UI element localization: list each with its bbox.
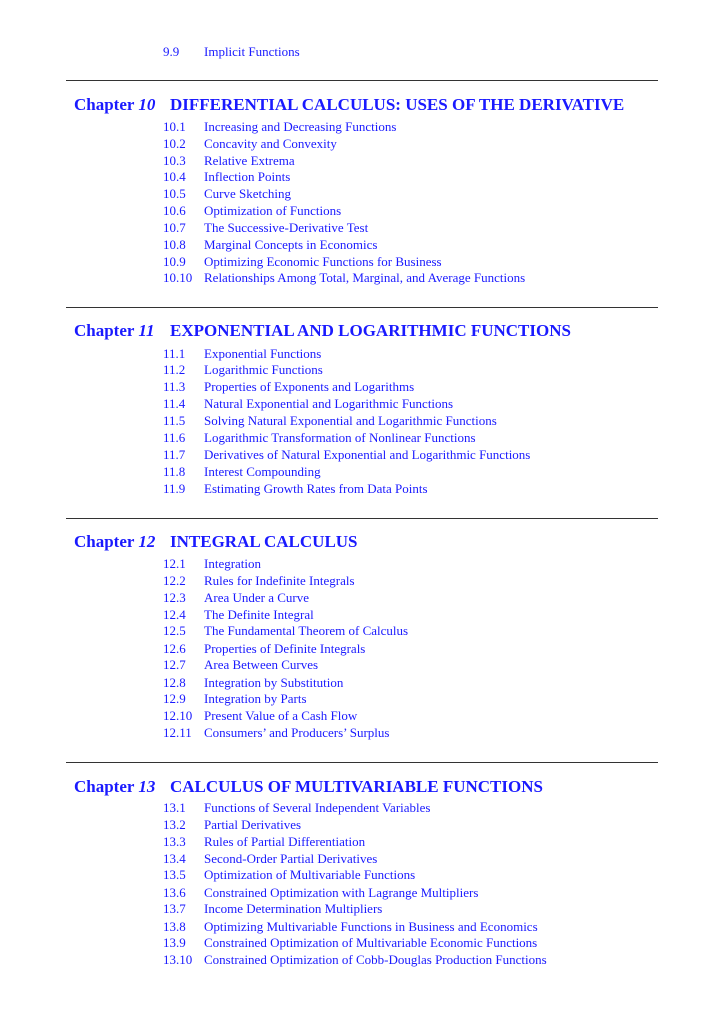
section-number: 11.8	[163, 464, 186, 479]
chapter-number: 12	[138, 532, 156, 551]
section-number: 13.1	[163, 800, 186, 815]
section-title[interactable]: Rules for Indefinite Integrals	[204, 573, 355, 588]
section-number: 12.2	[163, 573, 186, 588]
section-title[interactable]: Marginal Concepts in Economics	[204, 237, 378, 252]
section-number: 10.5	[163, 186, 186, 201]
section-number: 12.1	[163, 556, 186, 571]
section-number: 11.3	[163, 379, 186, 394]
section-number: 13.6	[163, 885, 186, 900]
section-title[interactable]: Logarithmic Transformation of Nonlinear Functions	[204, 430, 476, 445]
section-number: 12.4	[163, 607, 186, 622]
section-title[interactable]: Constrained Optimization of Multivariable Economic Functions	[204, 935, 538, 950]
section-number: 12.11	[163, 725, 192, 740]
section-title[interactable]: Curve Sketching	[204, 186, 292, 201]
section-title[interactable]: Concavity and Convexity	[204, 136, 337, 151]
section-number: 11.1	[163, 346, 186, 361]
section-title[interactable]: The Fundamental Theorem of Calculus	[204, 623, 409, 638]
section-title[interactable]: Integration	[204, 556, 262, 571]
section-title[interactable]: Integration by Substitution	[204, 675, 344, 690]
section-title[interactable]: Area Between Curves	[204, 657, 319, 672]
divider	[66, 307, 658, 308]
section-number: 10.1	[163, 119, 186, 134]
chapter-title[interactable]: DIFFERENTIAL CALCULUS: USES OF THE DERIVATIVE	[170, 95, 625, 114]
section-number: 13.8	[163, 919, 186, 934]
section-title[interactable]: Present Value of a Cash Flow	[204, 708, 358, 723]
divider	[66, 80, 658, 81]
chapter-label: Chapter	[74, 532, 135, 551]
section-title[interactable]: Relationships Among Total, Marginal, and Average Functions	[204, 270, 526, 285]
divider	[66, 762, 658, 763]
chapter-heading[interactable]	[74, 532, 358, 552]
section-number: 12.8	[163, 675, 186, 690]
section-title[interactable]: Natural Exponential and Logarithmic Functions	[204, 396, 454, 411]
section-title[interactable]: Inflection Points	[204, 169, 291, 184]
section-number: 10.9	[163, 254, 186, 269]
section-number: 13.2	[163, 817, 186, 832]
section-title[interactable]: Logarithmic Functions	[204, 362, 323, 377]
section-number: 10.10	[163, 270, 193, 285]
section-number: 13.5	[163, 867, 186, 882]
section-title[interactable]: Optimization of Multivariable Functions	[204, 867, 416, 882]
section-number: 11.5	[163, 413, 186, 428]
section-title[interactable]: Estimating Growth Rates from Data Points	[204, 481, 428, 496]
section-number: 11.7	[163, 447, 186, 462]
section-title[interactable]: Constrained Optimization of Cobb-Douglas Production Functions	[204, 952, 547, 967]
section-number: 13.3	[163, 834, 186, 849]
section-number: 12.6	[163, 641, 186, 656]
chapter-number: 10	[138, 95, 156, 114]
section-number: 11.6	[163, 430, 186, 445]
section-number: 12.7	[163, 657, 186, 672]
section-number: 10.7	[163, 220, 186, 235]
section-number: 10.4	[163, 169, 186, 184]
section-title[interactable]: Exponential Functions	[204, 346, 322, 361]
section-title[interactable]: Consumers’ and Producers’ Surplus	[204, 725, 390, 740]
section-title[interactable]: Optimizing Economic Functions for Business	[204, 254, 442, 269]
section-title[interactable]: Properties of Exponents and Logarithms	[204, 379, 415, 394]
section-title[interactable]: The Successive-Derivative Test	[204, 220, 369, 235]
section-title[interactable]: Second-Order Partial Derivatives	[204, 851, 378, 866]
section-number: 10.6	[163, 203, 186, 218]
section-title[interactable]: Interest Compounding	[204, 464, 321, 479]
section-title[interactable]: Increasing and Decreasing Functions	[204, 119, 397, 134]
section-title[interactable]: Rules of Partial Differentiation	[204, 834, 366, 849]
chapter-title[interactable]: CALCULUS OF MULTIVARIABLE FUNCTIONS	[170, 777, 543, 796]
section-number: 13.10	[163, 952, 193, 967]
section-number: 10.8	[163, 237, 186, 252]
section-title[interactable]: Relative Extrema	[204, 153, 295, 168]
chapter-title[interactable]: INTEGRAL CALCULUS	[170, 532, 358, 551]
section-title[interactable]: Functions of Several Independent Variables	[204, 800, 431, 815]
section-number: 13.7	[163, 901, 186, 916]
section-title[interactable]: Income Determination Multipliers	[204, 901, 383, 916]
section-title[interactable]: Derivatives of Natural Exponential and Logarithmic Functions	[204, 447, 531, 462]
section-title[interactable]: Solving Natural Exponential and Logarithmic Functions	[204, 413, 497, 428]
section-number: 9.9	[163, 44, 180, 59]
section-number: 12.9	[163, 691, 186, 706]
section-number: 13.9	[163, 935, 186, 950]
section-number: 12.3	[163, 590, 186, 605]
section-number: 11.9	[163, 481, 186, 496]
section-number: 12.10	[163, 708, 193, 723]
section-title[interactable]: Implicit Functions	[204, 44, 300, 59]
section-number: 13.4	[163, 851, 186, 866]
section-title[interactable]: Partial Derivatives	[204, 817, 302, 832]
chapter-heading[interactable]	[74, 321, 571, 341]
section-number: 11.4	[163, 396, 186, 411]
section-number: 12.5	[163, 623, 186, 638]
section-number: 10.2	[163, 136, 186, 151]
chapter-heading[interactable]	[74, 777, 543, 797]
chapter-heading[interactable]	[74, 95, 625, 115]
section-title[interactable]: Integration by Parts	[204, 691, 307, 706]
chapter-number: 11	[138, 321, 155, 340]
divider	[66, 518, 658, 519]
section-title[interactable]: The Definite Integral	[204, 607, 314, 622]
chapter-label: Chapter	[74, 777, 135, 796]
section-title[interactable]: Optimizing Multivariable Functions in Business and Economics	[204, 919, 538, 934]
section-title[interactable]: Properties of Definite Integrals	[204, 641, 366, 656]
section-number: 11.2	[163, 362, 186, 377]
chapter-number: 13	[138, 777, 156, 796]
section-number: 10.3	[163, 153, 186, 168]
section-title[interactable]: Constrained Optimization with Lagrange Multipliers	[204, 885, 479, 900]
chapter-label: Chapter	[74, 95, 135, 114]
section-title[interactable]: Optimization of Functions	[204, 203, 342, 218]
chapter-title[interactable]: EXPONENTIAL AND LOGARITHMIC FUNCTIONS	[170, 321, 571, 340]
section-title[interactable]: Area Under a Curve	[204, 590, 310, 605]
chapter-label: Chapter	[74, 321, 135, 340]
